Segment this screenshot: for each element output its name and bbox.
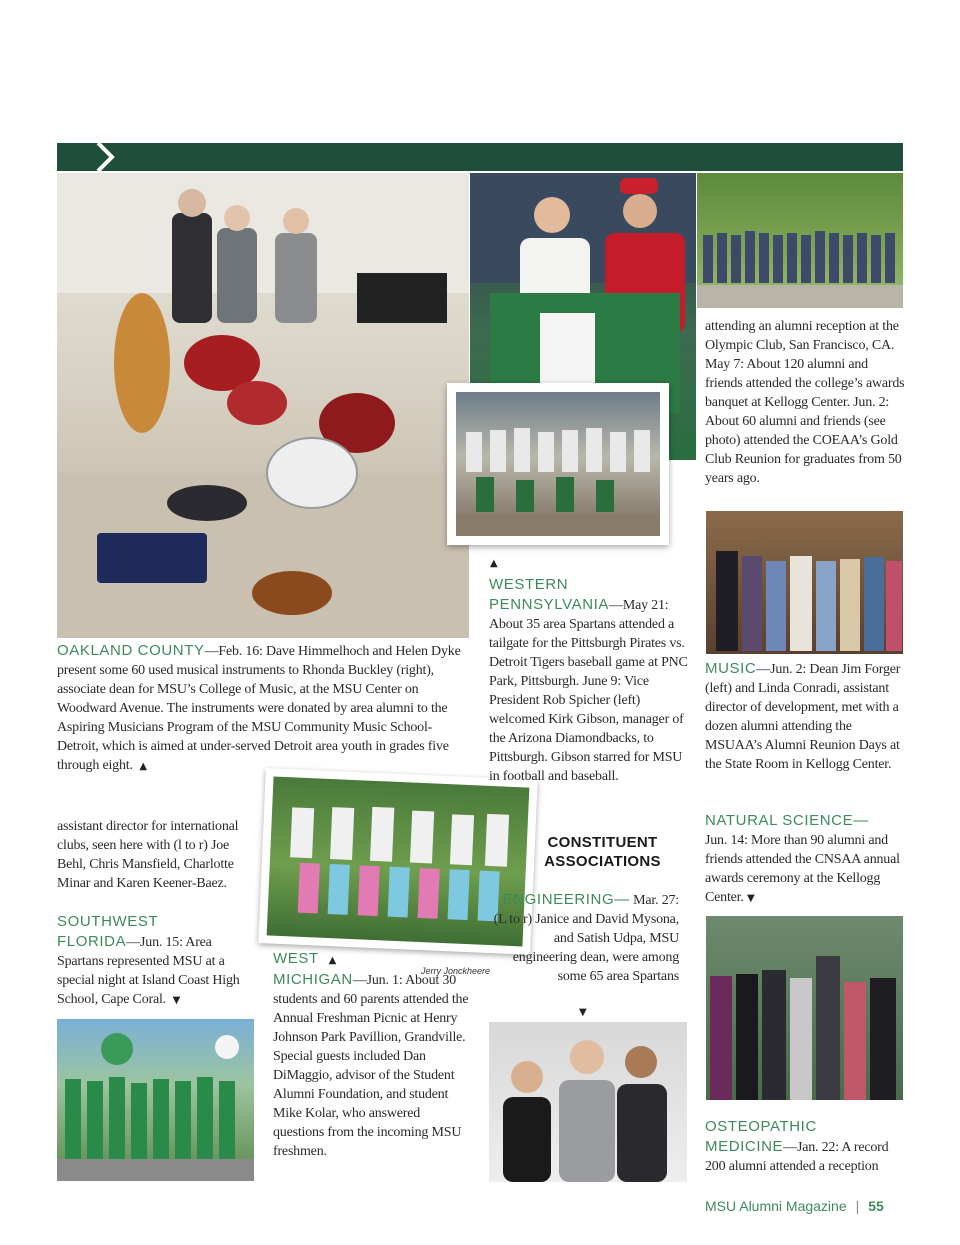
chevron-right-icon	[92, 140, 122, 174]
photo-credit: Jerry Jonckheere	[421, 966, 491, 976]
constituent-line2: ASSOCIATIONS	[544, 853, 661, 870]
constituent-line1: CONSTITUENT	[547, 834, 658, 851]
photo-music-instruments	[57, 173, 469, 638]
triangle-up-icon: ▲	[490, 558, 498, 569]
west-mi-text: About 30 students and 60 parents attended the Annual Freshman Picnic at Henry Johnson Park Pavillion, Grandville. Special guests included Dan DiMaggio, advisor of the Student Alumni Foundation, and student Mike Kolar, who answered questions from the incoming MSU freshmen.	[273, 973, 469, 1159]
section-banner	[57, 143, 903, 171]
heading-engineering: ENGINEERING—	[502, 891, 630, 908]
engineering-text: Mar. 27: (L to r) Janice and David Mysona, and Satish Udpa, MSU engineering dean, were among some 65 area Spartans	[493, 893, 679, 984]
triangle-up-icon: ▲	[328, 955, 337, 966]
triangle-down-icon: ▼	[172, 995, 181, 1006]
oakland-text: —Feb. 16: Dave Himmelhoch and Helen Dyke present some 60 used musical instruments to Rhonda Buckley (right), associate dean for MSU’s College of Music, at the MSU Center on Woodward Avenue. The instruments were donated by area alumni to the Aspiring Musicians Program of the MSU Community Music School-Detroit, which is aimed at under-served Detroit area youth in grades five through eight.	[57, 644, 461, 773]
heading-pennsylvania: PENNSYLVANIA	[489, 596, 610, 613]
caption-natural-science	[705, 811, 905, 908]
caption-music	[705, 659, 903, 774]
western-pa-text: —May 21: About 35 area Spartans attended a tailgate for the Pittsburgh Pirates vs. Detroit Tigers baseball game at PNC Park, Pittsburgh. June 9: Vice President Rob Spicher (left) welcomed Kirk Gibson, manager of the Arizona Diamondbacks, to Pittsburgh. Gibson starred for MSU in football and baseball.	[489, 598, 688, 784]
photo-music-alumni	[706, 511, 903, 654]
caption-olympic-club	[705, 317, 905, 488]
heading-medicine: MEDICINE	[705, 1138, 784, 1155]
heading-music: MUSIC	[705, 660, 757, 677]
intl-clubs-text: assistant director for international clubs, seen here with (l to r) Joe Behl, Chris Mansfield, Charlotte Minar and Karen Keener-Baez.	[57, 819, 239, 891]
osteo-text: —Jan. 22: A record 200 alumni attended a reception	[705, 1140, 889, 1174]
triangle-down-icon: ▼	[746, 893, 755, 904]
photo-tailgate	[456, 392, 660, 536]
photo-tailgate-frame	[447, 383, 669, 545]
photo-olympic-club-group	[697, 173, 903, 308]
magazine-name: MSU Alumni Magazine	[705, 1198, 847, 1214]
caption-west-michigan	[273, 949, 473, 1161]
heading-oakland-county: OAKLAND COUNTY	[57, 642, 205, 659]
heading-western: WESTERN	[489, 576, 569, 593]
west-mi-first: —Jun. 1:	[352, 973, 403, 988]
olympic-text: attending an alumni reception at the Olympic Club, San Francisco, CA. May 7: About 120 alumni and friends attended the college’s awards banquet at Kellogg Center. Jun. 2: About 60 alumni and friends (see photo) attended the COEAA’s Gold Club Reunion for graduates from 50 years ago.	[705, 319, 905, 486]
caption-osteopathic-medicine	[705, 1117, 905, 1176]
photo-engineering	[489, 1022, 687, 1182]
heading-michigan: MICHIGAN	[273, 971, 353, 988]
caption-intl-clubs	[57, 817, 247, 893]
photo-natural-science	[706, 916, 903, 1100]
photo-southwest-florida	[57, 1019, 254, 1181]
caption-southwest-florida	[57, 912, 257, 1010]
music-text: —Jun. 2: Dean Jim Forger (left) and Linda Conradi, assistant director of development, met with a dozen alumni attending the MSUAA’s Alumni Reunion Days at the State Room in Kellogg Center.	[705, 662, 901, 772]
page-footer	[705, 1198, 905, 1216]
caption-western-pennsylvania	[489, 575, 689, 786]
caption-oakland-county	[57, 641, 467, 776]
footer-separator: |	[855, 1198, 860, 1214]
southwest-text: —Jun. 15: Area Spartans represented MSU at a special night at Island Coast High School, Cape Coral.	[57, 935, 240, 1007]
page-number: 55	[868, 1198, 884, 1214]
heading-florida: FLORIDA	[57, 933, 127, 950]
section-title-constituent-associations	[530, 833, 675, 871]
heading-osteopathic: OSTEOPATHIC	[705, 1118, 817, 1135]
natural-text: Jun. 14: More than 90 alumni and friends attended the CNSAA annual awards ceremony at the Kellogg Center.	[705, 833, 900, 905]
heading-southwest: SOUTHWEST	[57, 913, 159, 930]
triangle-up-icon: ▲	[139, 761, 147, 772]
heading-west: WEST	[273, 950, 319, 967]
caption-engineering	[489, 890, 679, 986]
triangle-down-icon: ▼	[579, 1007, 587, 1018]
heading-natural-science: NATURAL SCIENCE—	[705, 812, 869, 829]
